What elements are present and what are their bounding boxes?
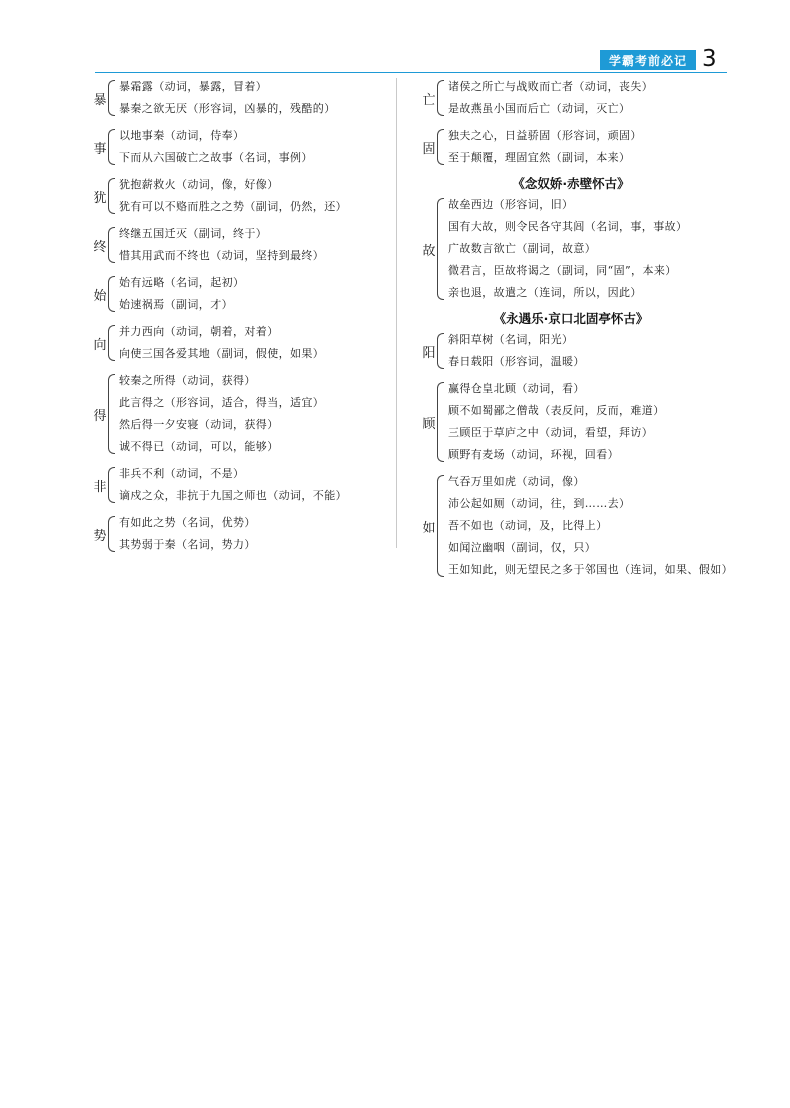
usage-example: 独夫之心，日益骄固（形容词，顽固） xyxy=(448,129,642,142)
headword: 终 xyxy=(93,239,107,255)
usage-list xyxy=(117,174,390,218)
usage-list xyxy=(117,512,390,556)
headword: 始 xyxy=(93,288,107,304)
word-entry-group xyxy=(92,76,390,120)
brace-bracket xyxy=(108,80,115,116)
brace-bracket xyxy=(108,516,115,552)
right-column xyxy=(421,76,733,586)
brace-bracket xyxy=(108,276,115,312)
usage-list xyxy=(446,329,721,373)
brace-bracket xyxy=(437,80,444,116)
word-entry-group xyxy=(421,329,721,373)
headword: 事 xyxy=(93,141,107,157)
brace-bracket xyxy=(108,227,115,263)
section-title-niannujiao: 《念奴娇·赤壁怀古》 xyxy=(512,176,630,191)
brace-bracket xyxy=(108,129,115,165)
usage-example: 春日载阳（形容词，温暖） xyxy=(448,355,585,368)
usage-example: 沛公起如厕（动词，往，到……去） xyxy=(448,497,631,510)
word-entry-group xyxy=(421,125,721,169)
usage-example: 微君言，臣故将谒之（副词，同“固”，本来） xyxy=(448,264,677,277)
word-entry-group xyxy=(92,125,390,169)
word-entry-group xyxy=(421,471,733,581)
word-entry-group xyxy=(421,194,721,304)
word-entry-group xyxy=(92,463,390,507)
usage-list xyxy=(117,272,390,316)
usage-example: 犹有可以不赂而胜之之势（副词，仍然，还） xyxy=(119,200,347,213)
column-divider xyxy=(396,78,397,548)
usage-example: 是故燕虽小国而后亡（动词，灭亡） xyxy=(448,102,631,115)
brace-bracket xyxy=(437,198,444,300)
brace-bracket xyxy=(437,475,444,577)
usage-example: 以地事秦（动词，侍奉） xyxy=(119,129,245,142)
word-entry-group xyxy=(92,370,390,458)
headword: 亡 xyxy=(422,92,436,108)
headword: 故 xyxy=(422,243,436,259)
usage-list xyxy=(117,125,390,169)
usage-example: 然后得一夕安寝（动词，获得） xyxy=(119,418,279,431)
usage-list xyxy=(117,463,390,507)
usage-example: 如闻泣幽咽（副词，仅，只） xyxy=(448,541,597,554)
usage-example: 三顾臣于草庐之中（动词，看望，拜访） xyxy=(448,426,654,439)
headword: 向 xyxy=(93,337,107,353)
usage-list xyxy=(117,370,390,458)
usage-example: 犹抱薪救火（动词，像，好像） xyxy=(119,178,279,191)
brace-bracket xyxy=(108,325,115,361)
usage-example: 亲也退，故遣之（连词，所以，因此） xyxy=(448,286,642,299)
usage-example: 惜其用武而不终也（动词，坚持到最终） xyxy=(119,249,325,262)
usage-example: 赢得仓皇北顾（动词，看） xyxy=(448,382,585,395)
usage-list xyxy=(117,76,390,120)
usage-example: 始有远略（名词，起初） xyxy=(119,276,245,289)
usage-example: 国有大故，则令民各守其闾（名词，事，事故） xyxy=(448,220,688,233)
usage-example: 顾野有麦场（动词，环视，回看） xyxy=(448,448,619,461)
usage-example: 至于颠覆，理固宜然（副词，本来） xyxy=(448,151,631,164)
usage-list xyxy=(446,194,721,304)
headword: 得 xyxy=(93,408,107,424)
usage-example: 顾不如蜀鄙之僧哉（表反问，反而，难道） xyxy=(448,404,665,417)
usage-example: 斜阳草树（名词，阳光） xyxy=(448,333,574,346)
brace-bracket xyxy=(437,382,444,462)
usage-example: 此言得之（形容词，适合，得当，适宜） xyxy=(119,396,325,409)
headword: 犹 xyxy=(93,190,107,206)
page-number: 3 xyxy=(702,46,717,72)
left-column xyxy=(92,76,390,561)
brace-bracket xyxy=(437,333,444,369)
word-entry-group xyxy=(92,272,390,316)
word-entry-group xyxy=(92,512,390,556)
usage-example: 非兵不利（动词，不是） xyxy=(119,467,245,480)
usage-list xyxy=(117,223,390,267)
usage-example: 吾不如也（动词，及，比得上） xyxy=(448,519,608,532)
headword: 暴 xyxy=(93,92,107,108)
usage-example: 向使三国各爱其地（副词，假使，如果） xyxy=(119,347,325,360)
usage-list xyxy=(446,378,721,466)
section-title-yongyule: 《永遇乐·京口北固亭怀古》 xyxy=(493,311,649,326)
usage-example: 诸侯之所亡与战败而亡者（动词，丧失） xyxy=(448,80,654,93)
usage-example: 暴秦之欲无厌（形容词，凶暴的，残酷的） xyxy=(119,102,336,115)
brace-bracket xyxy=(108,374,115,454)
usage-example: 诚不得已（动词，可以，能够） xyxy=(119,440,279,453)
word-entry-group xyxy=(421,378,721,466)
word-entry-group xyxy=(421,76,721,120)
usage-example: 下而从六国破亡之故事（名词，事例） xyxy=(119,151,313,164)
usage-example: 并力西向（动词，朝着，对着） xyxy=(119,325,279,338)
header-rule xyxy=(95,72,727,73)
usage-example: 暴霜露（动词，暴露，冒着） xyxy=(119,80,268,93)
usage-list xyxy=(446,125,721,169)
header-badge: 学霸考前必记 xyxy=(600,50,696,70)
headword: 固 xyxy=(422,141,436,157)
brace-bracket xyxy=(108,467,115,503)
usage-example: 谪戍之众，非抗于九国之师也（动词，不能） xyxy=(119,489,347,502)
usage-list xyxy=(446,76,721,120)
word-entry-group xyxy=(92,321,390,365)
word-entry-group xyxy=(92,174,390,218)
headword: 阳 xyxy=(422,345,436,361)
usage-example: 始速祸焉（副词，才） xyxy=(119,298,233,311)
usage-list xyxy=(117,321,390,365)
headword: 如 xyxy=(422,520,436,536)
usage-example: 有如此之势（名词，优势） xyxy=(119,516,256,529)
headword: 势 xyxy=(93,528,107,544)
usage-example: 较秦之所得（动词，获得） xyxy=(119,374,256,387)
usage-list xyxy=(446,471,733,581)
usage-example: 气吞万里如虎（动词，像） xyxy=(448,475,585,488)
usage-example: 广故数言欲亡（副词，故意） xyxy=(448,242,597,255)
headword: 顾 xyxy=(422,416,436,432)
usage-example: 其势弱于秦（名词，势力） xyxy=(119,538,256,551)
usage-example: 王如知此，则无望民之多于邻国也（连词，如果、假如） xyxy=(448,563,733,576)
word-entry-group xyxy=(92,223,390,267)
brace-bracket xyxy=(108,178,115,214)
usage-example: 故垒西边（形容词，旧） xyxy=(448,198,574,211)
usage-example: 终继五国迁灭（副词，终于） xyxy=(119,227,268,240)
headword: 非 xyxy=(93,479,107,495)
brace-bracket xyxy=(437,129,444,165)
